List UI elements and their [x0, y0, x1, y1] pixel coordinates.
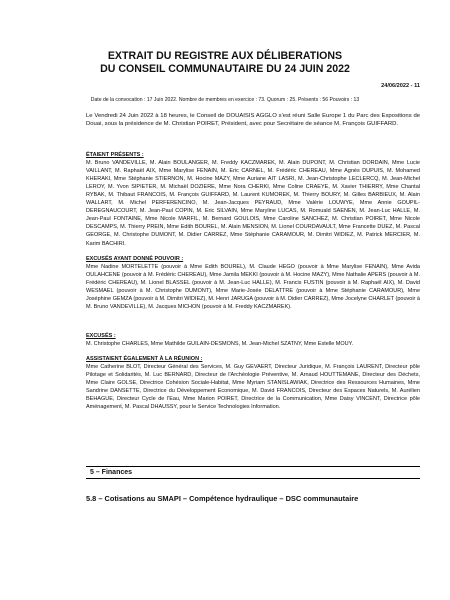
section-pouvoirs [86, 255, 420, 311]
intro-paragraph: Le Vendredi 24 Juin 2022 à 18 heures, le Conseil de DOUAISIS AGGLO s'est réuni Salle Europe 1 du Parc des Expositions de Douai, sous la présidence de M. Christian POIRET, Président, avec pour Secrétaire de séance M. François GUIFFARD. [86, 113, 420, 127]
finances-section-bar [86, 466, 420, 479]
section-text: M. Bruno VANDEVILLE, M. Alain BOULANGER, M. Freddy KACZMAREK, M. Alain DUPONT, M. Christian DORDAIN, Mme Lucie VAILLANT, M. Raphaël AIX, Mme Marylise FENAIN, M. Eric CARNEL, M. Frédéric CHEREAU, Mme Agnès DUPUIS, M. Mohamed KHERAKI, Mme Stéphanie STIERNON, M. Hocine MAZY, Mme Auriane AIT LASRI, M. Jean-Christophe LECLERCQ, M. Jean-Michel LEROY, M. Yvon SIPIETER, M. Michaël DOZIERE, Mme Nora CHERKI, Mme Coline CRAEYE, M. Xavier THIERRY, Mme Chantal RYBAK, M. Thibaut FRANCOIS, M. François GUIFFARD, M. Laurent KUMOREK, M. Thierry BOURY, M. Gilles BARBIEUX, M. Alain WALLART, M. Michel PERFERENCINO, M. Jean-Jacques PEYRAUD, Mme Valérie LOUWYE, Mme Annie GOUPIL-DEREGNAUCOURT, M. Jean-Paul COPIN, M. Eric SILVAIN, Mme Maryline LUCAS, M. Romuald SAENEN, M. Jean-Luc HALLE, M. Jean-Paul FONTAINE, Mme Nicole MARFIL, M. Bernard GOULOIS, Mme Caroline SANCHEZ, M. Christian POIRET, Mme Nicole DESCAMPS, M. Thierry PREIN, Mme Edith BOUREL, M. Alain MENSION, M. Lionel COURDAVAULT, Mme Francette DUEZ, M. Pascal GEORGE, M. Christophe DUMONT, M. Didier CARREZ, Mme Stéphanie CARAMOUR, M. Dimitri WIDIEZ, M. Patrick MERCIER, M. Karim BACHIRI. [86, 160, 420, 247]
title-line-2: DU CONSEIL COMMUNAUTAIRE DU 24 JUIN 2022 [100, 62, 350, 75]
deliberation-subject: 5.8 – Cotisations au SMAPI – Compétence hydraulique – DSC communautaire [86, 494, 359, 503]
section-heading: ÉTAIENT PRÉSENTS : [86, 152, 144, 158]
section-text: M. Christophe CHARLES, Mme Mathilde GUILAIN-DESMONS, M. Jean-Michel SZATNY, Mme Estelle MOUY. [86, 341, 354, 348]
section-heading: ASSISTAIENT ÉGALEMENT À LA RÉUNION : [86, 356, 203, 362]
section-excuses [86, 332, 420, 348]
section-presents [86, 151, 420, 248]
section-text: Mme Nadine MORTELETTE (pouvoir à Mme Edith BOUREL), M. Claude HEGO (pouvoir à Mme Marylise FENAIN), Mme Avida OULAHCENE (pouvoir à M. Frédéric CHEREAU), Mme Jamila MEKKI (pouvoir à M. Hocine MAZY), Mme Nathalie APERS (pouvoir à M. Frédéric CHEREAU), M. Lionel BLASSEL (pouvoir à M. Jean-Luc HALLE), M. Francis FUSTIN (pouvoir à M. Raphaël AIX), M. David WESMAEL (pouvoir à M. Christophe DUMONT), Mme Marie-Josée DELATTRE (pouvoir à Mme Stéphanie CARAMOUR), Mme Joséphine GEMZA (pouvoir à M. Dimitri WIDIEZ), M. Henri JARUGA (pouvoir à M. Didier CARREZ), Mme Jocelyne CHARLET (pouvoir à M. Bruno VANDEVILLE), M. Jacques MICHON (pouvoir à M. Freddy KACZMAREK). [86, 264, 420, 311]
deliberation-reference: 24/06/2022 - 11 [381, 83, 420, 89]
document-title [0, 50, 450, 75]
section-bar-label: 5 – Finances [90, 469, 133, 476]
section-assistaient [86, 355, 420, 411]
section-heading: EXCUSÉS AYANT DONNÉ POUVOIR : [86, 256, 184, 262]
title-line-1: EXTRAIT DU REGISTRE AUX DÉLIBERATIONS [107, 50, 343, 62]
section-text: Mme Catherine BLOT, Directeur Général des Services, M. Guy GEVAERT, Directeur Juridique, M. François LAURENT, Directeur pôle Pilotage et Solidarités, M. Luc BERNARD, Directeur de l'Archéologie Préventive, M. Arnaud HOUTTEMANE, Directeur des Déchets, Mme Claire GOLSE, Directrice Cohésion Sociale-Habitat, Mme Myriam STANISLAWIAK, Directrice des Ressources Humaines, Mme Sandrine DANSETTE, Directrice du Développement Economique, M. David FRANCOIS, Directeur des Espaces Naturels, M. Aurélien BEHAGUE, Directeur Cycle de l'Eau, Mme Marion POIRET, Directrice de la Communication, Mme Daisy VINCENT, Directrice pôle Aménagement, M. Pascal DHAUSSY, pour le Service Technologies Information. [86, 364, 420, 411]
convocation-line: Date de la convocation : 17 Juin 2022. Nombre de membres en exercice : 73. Quorum : 25. Présents : 56 Pouvoirs : 13 [90, 97, 360, 103]
section-heading: EXCUSÉS : [86, 333, 116, 339]
